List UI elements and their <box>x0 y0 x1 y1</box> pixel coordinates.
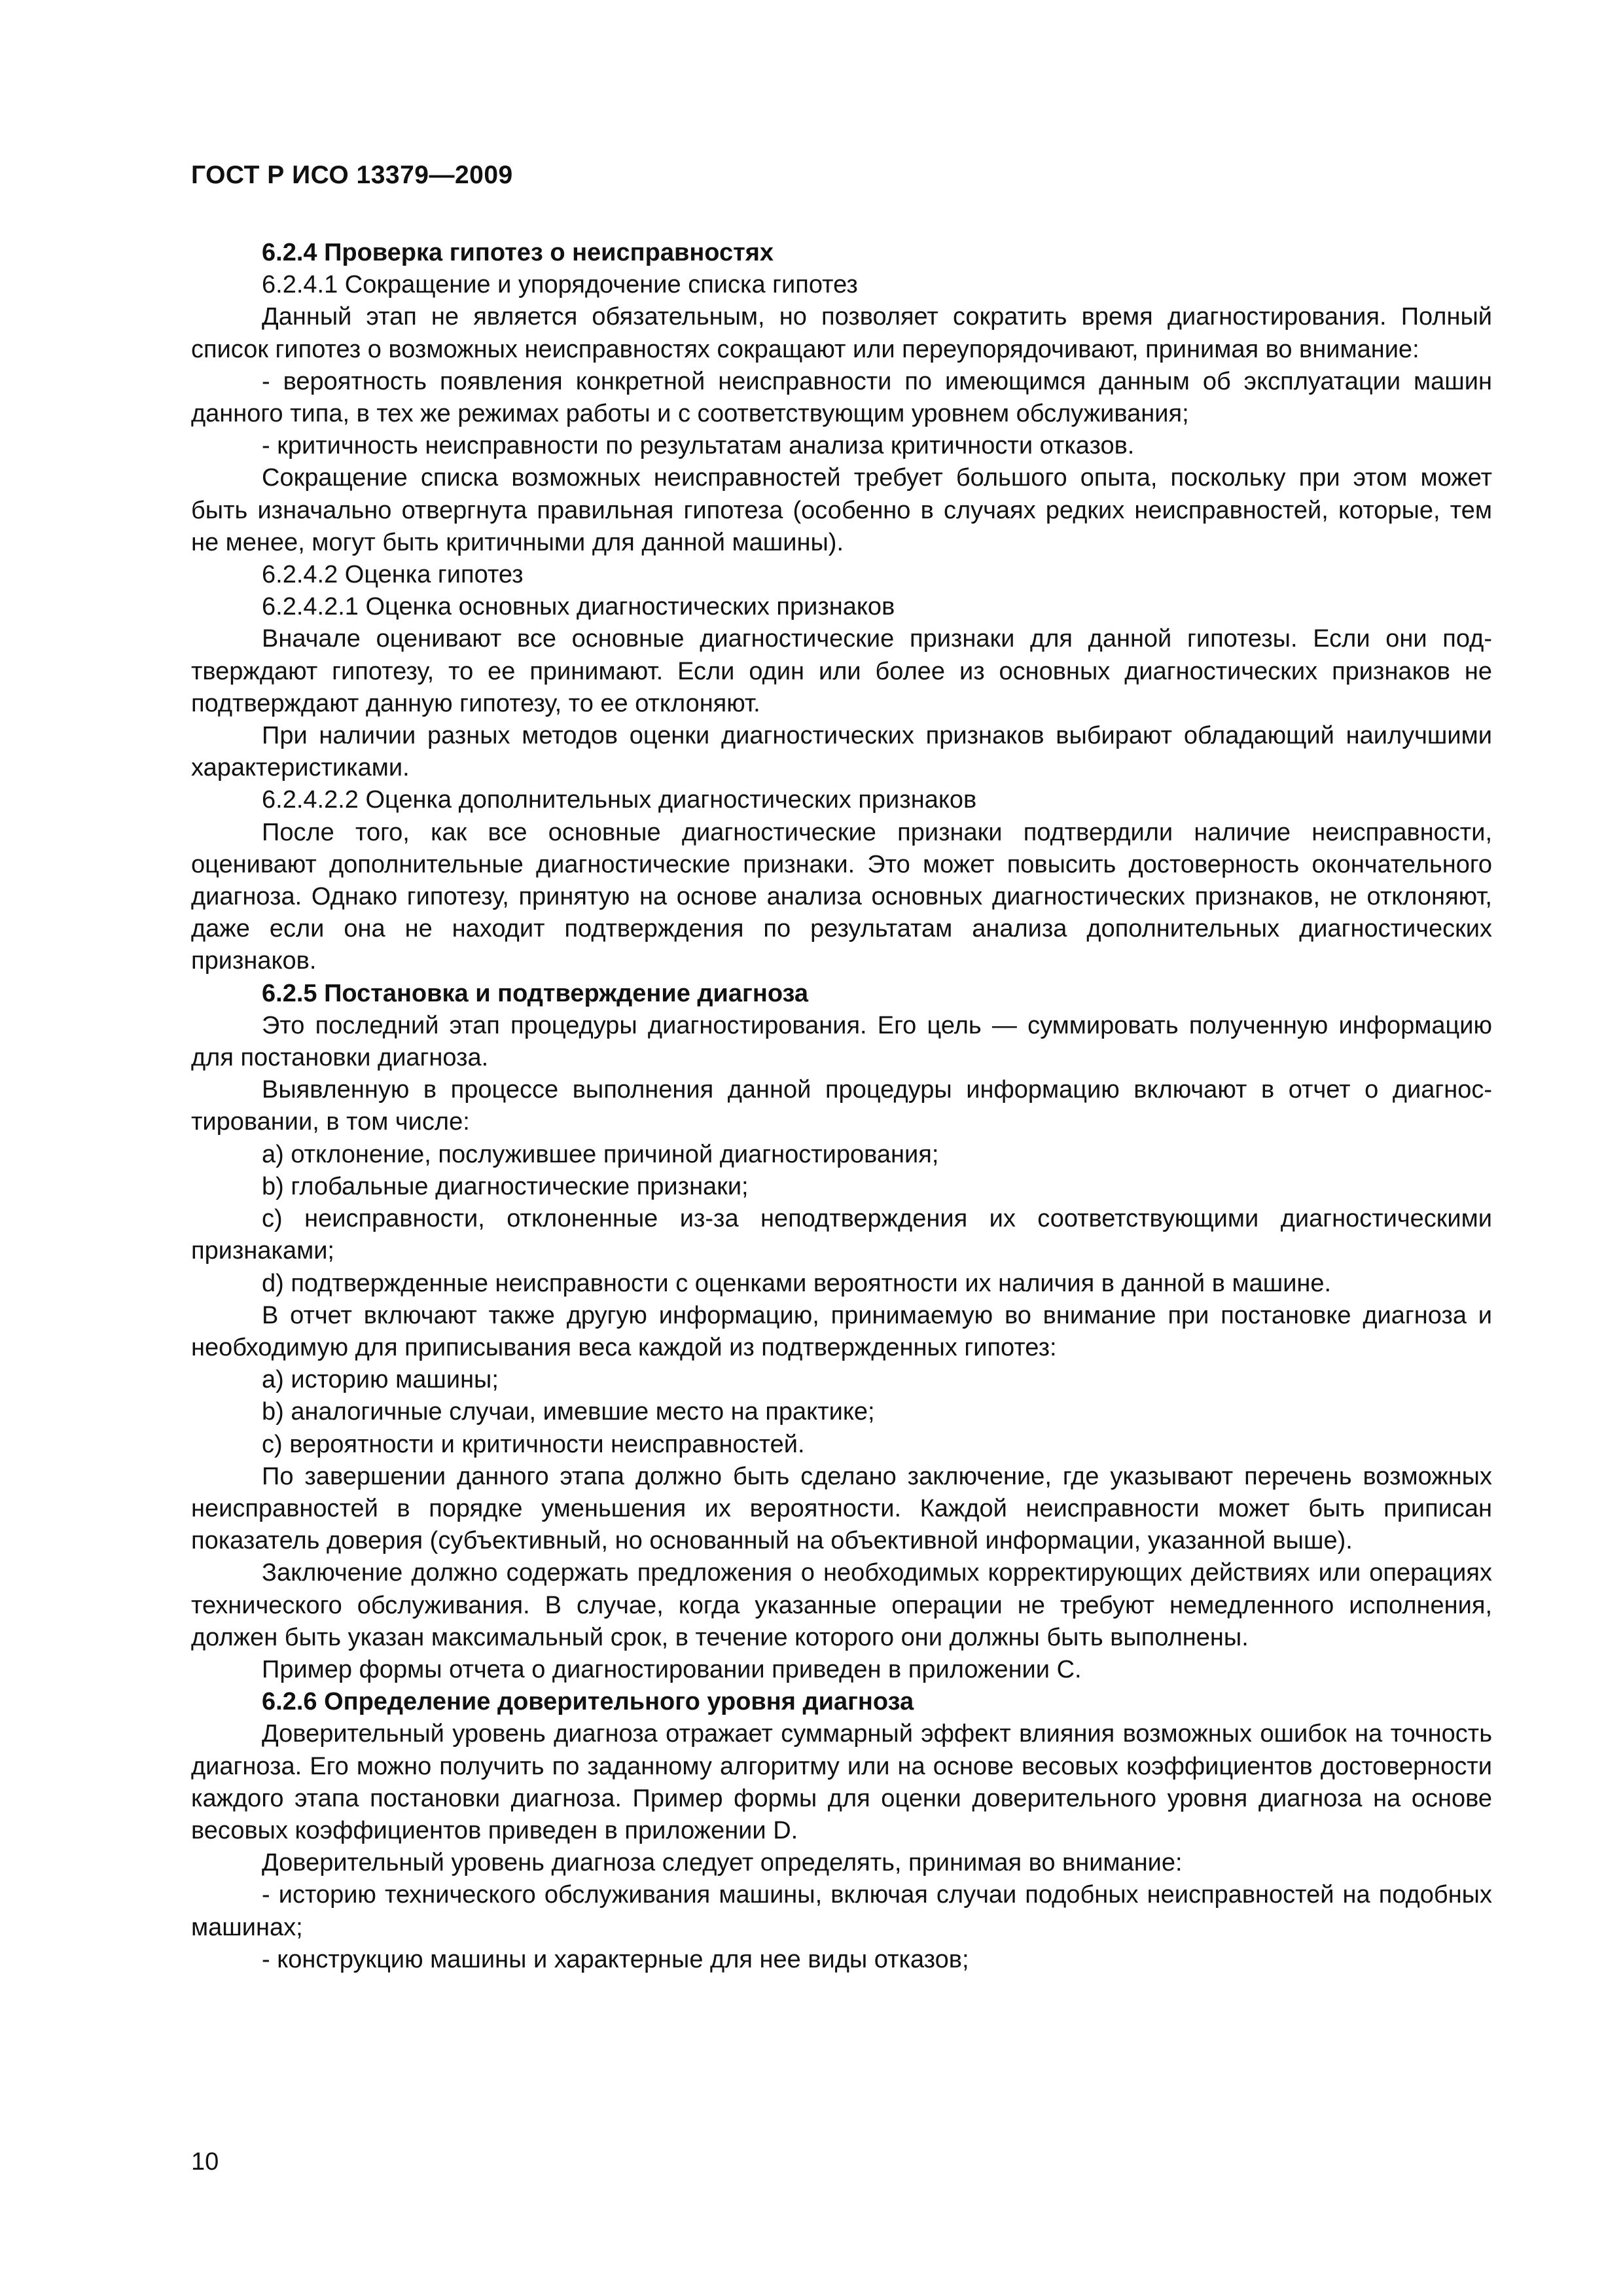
paragraph: Пример формы отчета о диагностировании приведен в приложении С. <box>262 1655 1082 1683</box>
paragraph: Доверительный уровень диагноза отражает суммарный эффект влияния возможных ошибок на точность диагноза. Его можно получить по заданному алгоритму или на основе весовых коэффициентов достоверности каждого этапа постановки диагноза. Пример формы для оценки доверительного уровня диагноза на основе весовых коэффициентов приведен в приложении D. <box>191 1720 1492 1844</box>
list-item: d) подтвержденные неисправности с оценками вероятности их наличия в данной в машине. <box>262 1269 1332 1297</box>
list-item: - конструкцию машины и характерные для нее виды отказов; <box>262 1945 969 1973</box>
paragraph: Это последний этап процедуры диагностирования. Его цель — суммировать полученную информацию для постановки диагноза. <box>191 1011 1492 1072</box>
paragraph: Сокращение списка возможных неисправностей требует большого опыта, поскольку при этом может быть изначально отвергнута правильная гипотеза (особенно в случаях редких неисправностей, которые, тем не менее, могут быть критичными для данной машины). <box>191 464 1492 556</box>
list-item: - критичность неисправности по результатам анализа критичности отказов. <box>262 432 1135 460</box>
paragraph: 6.2.4.2.2 Оценка дополнительных диагностических признаков <box>262 786 977 814</box>
paragraph: 6.2.4.1 Сокращение и упорядочение списка гипотез <box>262 271 858 299</box>
paragraph: По завершении данного этапа должно быть сделано заключение, где указывают перечень возможных неисправностей в порядке уменьшения их вероятности. Каждой неисправности может быть приписан показатель доверия (субъективный, но основанный на объективной информации, указанной выше). <box>191 1462 1492 1555</box>
paragraph: 6.2.4.2.1 Оценка основных диагностических признаков <box>262 593 895 621</box>
list-item: c) неисправности, отклоненные из-за неподтверждения их соответствующими диагностическими признаками; <box>191 1205 1492 1265</box>
section-heading: 6.2.5 Постановка и подтверждение диагноза <box>262 979 809 1007</box>
list-item: - историю технического обслуживания машины, включая случаи подобных неисправностей на подобных машинах; <box>191 1881 1492 1941</box>
list-item: a) отклонение, послужившее причиной диагностирования; <box>262 1140 939 1168</box>
document-body <box>191 237 1492 1976</box>
list-item: b) глобальные диагностические признаки; <box>262 1172 749 1200</box>
list-item: a) историю машины; <box>262 1366 499 1394</box>
document-header: ГОСТ Р ИСО 13379—2009 <box>191 161 513 189</box>
paragraph: При наличии разных методов оценки диагностических признаков выбирают обладающий наилучшими характеристиками. <box>191 722 1492 782</box>
paragraph: Доверительный уровень диагноза следует определять, принимая во внимание: <box>262 1849 1183 1877</box>
paragraph: 6.2.4.2 Оценка гипотез <box>262 561 524 589</box>
section-heading: 6.2.4 Проверка гипотез о неисправностях <box>262 239 774 266</box>
paragraph: Заключение должно содержать предложения о необходимых корректирующих действиях или операциях технического обслуживания. В случае, когда указанные операции не требуют немедленного исполнения, должен быть указан максимальный срок, в течение которого они должны быть выполнены. <box>191 1559 1492 1651</box>
paragraph: Выявленную в процессе выполнения данной процедуры информацию включают в отчет о диагностировании, в том числе: <box>191 1076 1492 1136</box>
list-item: - вероятность появления конкретной неисправности по имеющимся данным об эксплуатации машин данного типа, в тех же режимах работы и с соответствующим уровнем обслуживания; <box>191 367 1492 428</box>
paragraph: Вначале оценивают все основные диагностические признаки для данной гипотезы. Если они подтверждают гипотезу, то ее принимают. Если один или более из основных диагностических признаков не подтверждают данную гипотезу, то ее отклоняют. <box>191 625 1492 717</box>
paragraph: После того, как все основные диагностические признаки подтвердили наличие неисправности, оценивают дополнительные диагностические признаки. Это может повысить достоверность окончательного диагноза. Однако гипотезу, принятую на основе анализа основных диагностических признаков, не отклоняют, даже если она не находит подтверждения по результатам анализа дополнительных диагностических признаков. <box>191 818 1492 975</box>
section-heading: 6.2.6 Определение доверительного уровня диагноза <box>262 1688 914 1716</box>
paragraph: Данный этап не является обязательным, но позволяет сократить время диагностирования. Полный список гипотез о возможных неисправностях сокращают или переупорядочивают, принимая во внимание: <box>191 303 1492 363</box>
page-number: 10 <box>191 2148 219 2176</box>
list-item: c) вероятности и критичности неисправностей. <box>262 1430 805 1458</box>
list-item: b) аналогичные случаи, имевшие место на практике; <box>262 1398 875 1426</box>
paragraph: В отчет включают также другую информацию, принимаемую во внимание при постановке диагноза и необходимую для приписывания веса каждой из подтвержденных гипотез: <box>191 1301 1492 1361</box>
